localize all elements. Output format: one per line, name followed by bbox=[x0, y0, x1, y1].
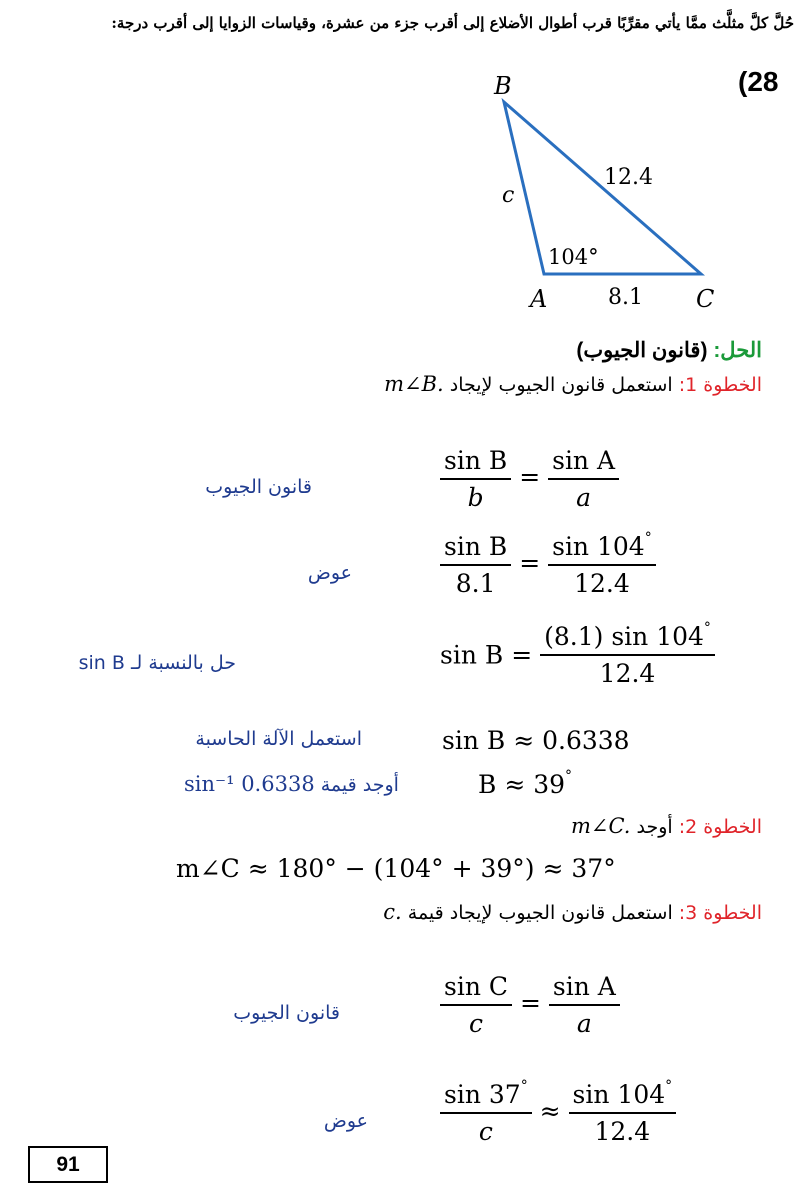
approx-sign: ≈ bbox=[539, 1096, 561, 1126]
numerator: sin 37 bbox=[444, 1080, 521, 1109]
fraction bbox=[440, 972, 512, 1038]
side-a-label: 12.4 bbox=[604, 165, 653, 190]
step3-target: c. bbox=[383, 900, 402, 924]
page-number: 91 bbox=[56, 1153, 80, 1176]
angle-a-label: 104° bbox=[548, 245, 599, 269]
numerator: sin 104 bbox=[572, 1080, 666, 1109]
triangle-diagram bbox=[470, 70, 730, 320]
denominator: 12.4 bbox=[548, 564, 656, 598]
vertex-b-label: B bbox=[494, 72, 512, 100]
denominator: c bbox=[440, 1112, 532, 1146]
numerator: sin B bbox=[444, 446, 508, 475]
note-find-b bbox=[184, 772, 399, 796]
numerator: sin B bbox=[444, 532, 508, 561]
step1-header bbox=[384, 372, 762, 396]
degree-symbol: ° bbox=[565, 768, 573, 784]
sinb-term: sin B bbox=[440, 640, 504, 670]
numerator: sin C bbox=[444, 972, 509, 1001]
fraction bbox=[548, 446, 619, 512]
degree-symbol: ° bbox=[665, 1078, 673, 1094]
denominator: b bbox=[440, 478, 511, 512]
step3-text: استعمل قانون الجيوب لإيجاد قيمة bbox=[407, 902, 673, 924]
solution-method: (قانون الجيوب) bbox=[576, 339, 708, 362]
numerator: sin 104 bbox=[552, 532, 645, 561]
fraction bbox=[569, 1080, 677, 1146]
note-law-of-sines: قانون الجيوب bbox=[205, 476, 312, 498]
note-substitute: عوض bbox=[307, 562, 352, 584]
note-substitute-2: عوض bbox=[323, 1110, 368, 1132]
fraction bbox=[549, 972, 620, 1038]
step3-label: الخطوة 3: bbox=[678, 902, 762, 924]
step2-text: أوجد bbox=[636, 816, 673, 838]
denominator: a bbox=[548, 478, 619, 512]
denominator: 8.1 bbox=[440, 564, 511, 598]
fraction bbox=[440, 1080, 532, 1146]
vertex-c-label: C bbox=[696, 285, 715, 313]
triangle-shape bbox=[504, 102, 701, 274]
note-law-of-sines-2: قانون الجيوب bbox=[233, 1002, 340, 1024]
note-math: sin⁻¹ 0.6338 bbox=[184, 772, 315, 796]
equals-sign: = bbox=[519, 988, 541, 1018]
instruction-text: حُلَّ كلَّ مثلَّث ممَّا يأتي مقرِّبًا قرب أطوال الأضلاع إلى أقرب جزء من عشرة، وقياسات الزوايا إلى أقرب درجة: bbox=[111, 14, 794, 32]
denominator: 12.4 bbox=[540, 654, 715, 688]
note-solve-sinb: حل بالنسبة لـ sin B bbox=[78, 652, 236, 674]
step2-header bbox=[571, 814, 762, 838]
equals-sign: = bbox=[519, 462, 541, 492]
eq-b-value bbox=[478, 770, 572, 799]
step3-header bbox=[383, 900, 762, 924]
eq-solve-sinb bbox=[440, 622, 715, 688]
step2-label: الخطوة 2: bbox=[678, 816, 762, 838]
fraction bbox=[548, 532, 656, 598]
eq-substitute-c bbox=[440, 1080, 676, 1146]
b-value: B ≈ 39 bbox=[478, 770, 566, 799]
step1-label: الخطوة 1: bbox=[678, 374, 762, 396]
note-calculator: استعمل الآلة الحاسبة bbox=[195, 728, 362, 750]
equals-sign: = bbox=[519, 548, 541, 578]
side-b-label: 8.1 bbox=[608, 285, 643, 310]
step1-text: استعمل قانون الجيوب لإيجاد bbox=[449, 374, 673, 396]
fraction bbox=[540, 622, 715, 688]
eq-angle-c: m∠C ≈ 180° − (104° + 39°) ≈ 37° bbox=[176, 854, 616, 883]
problem-number: (28 bbox=[738, 66, 779, 97]
eq-sinb-value: sin B ≈ 0.6338 bbox=[442, 726, 630, 755]
note-text: أوجد قيمة bbox=[320, 774, 399, 796]
solution-label: الحل: bbox=[713, 339, 762, 362]
fraction bbox=[440, 446, 511, 512]
degree-symbol: ° bbox=[644, 530, 652, 546]
denominator: 12.4 bbox=[569, 1112, 677, 1146]
numerator: sin A bbox=[552, 446, 616, 475]
step2-target: m∠C. bbox=[570, 814, 631, 838]
numerator: (8.1) sin 104 bbox=[544, 622, 704, 651]
eq-substitute bbox=[440, 532, 656, 598]
equals-sign: = bbox=[511, 640, 533, 670]
numerator: sin A bbox=[552, 972, 616, 1001]
degree-symbol: ° bbox=[703, 620, 711, 636]
fraction bbox=[440, 532, 511, 598]
degree-symbol: ° bbox=[520, 1078, 528, 1094]
denominator: a bbox=[549, 1004, 620, 1038]
vertex-a-label: A bbox=[530, 285, 548, 313]
page-number-box bbox=[28, 1146, 108, 1183]
eq-law-of-sines-c bbox=[440, 972, 620, 1038]
solution-heading bbox=[576, 338, 762, 363]
step1-target: m∠B. bbox=[384, 372, 444, 396]
denominator: c bbox=[440, 1004, 512, 1038]
side-c-label: c bbox=[502, 183, 515, 208]
eq-law-of-sines bbox=[440, 446, 619, 512]
